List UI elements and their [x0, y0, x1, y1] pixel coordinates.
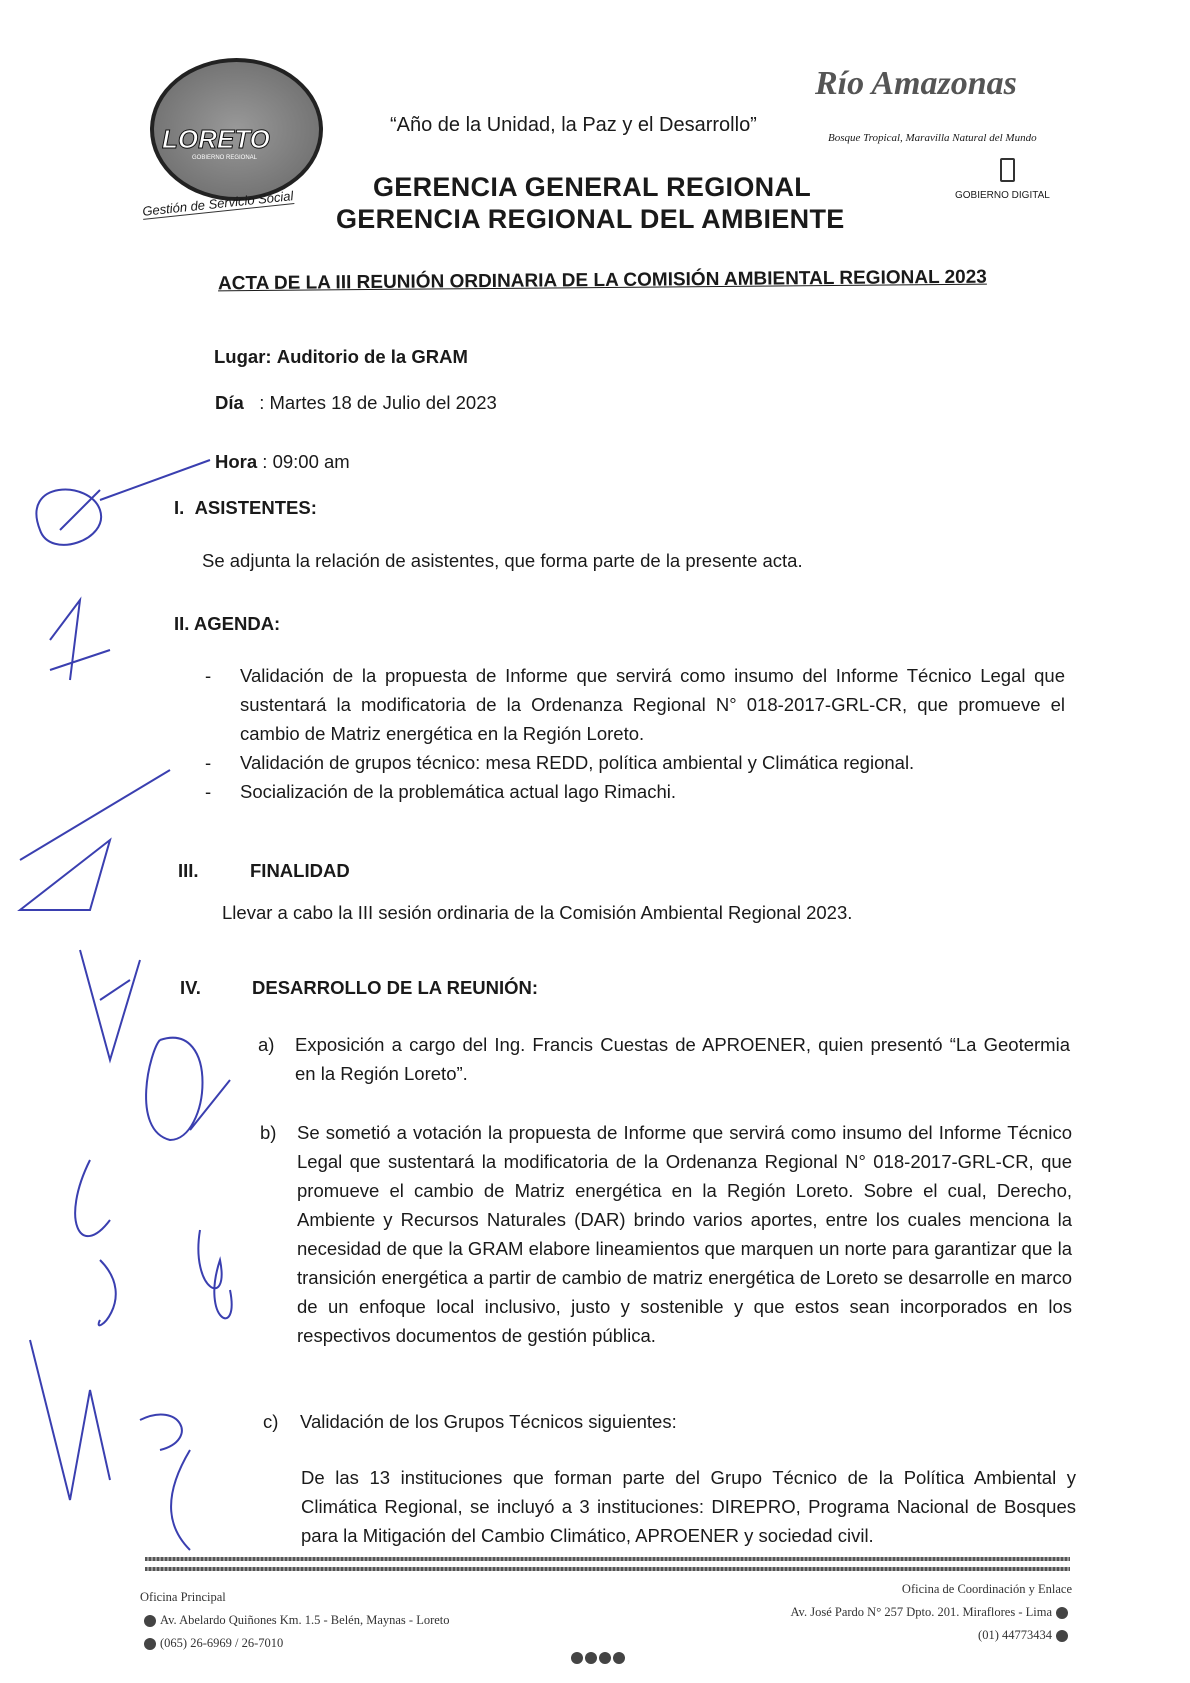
footer-rule-top [145, 1557, 1070, 1561]
lugar-label: Lugar: [214, 346, 272, 367]
handwritten-signatures [0, 440, 250, 1560]
phone-text: (01) 44773434 [978, 1628, 1052, 1642]
section-title: FINALIDAD [250, 860, 350, 881]
address-text: Av. José Pardo N° 257 Dpto. 201. Miraflores - Lima [790, 1605, 1052, 1619]
phone-icon [144, 1638, 156, 1650]
address-text: Av. Abelardo Quiñones Km. 1.5 - Belén, Maynas - Loreto [160, 1613, 450, 1627]
logo-tagline: Gestión de Servicio Social [141, 188, 295, 219]
loreto-logo-subtitle: GOBIERNO REGIONAL [192, 155, 258, 161]
gobierno-digital-badge: GOBIERNO DIGITAL [955, 190, 1050, 201]
agenda-list [205, 661, 1065, 806]
phone-text: (065) 26-6969 / 26-7010 [160, 1636, 284, 1650]
section-1-text: Se adjunta la relación de asistentes, que forma parte de la presente acta. [202, 550, 803, 571]
section-title: DESARROLLO DE LA REUNIÓN: [252, 977, 539, 998]
office-phone [790, 1624, 1072, 1647]
footer-rule-bottom [145, 1567, 1070, 1571]
agenda-item-text: Socialización de la problemática actual lago Rimachi. [240, 781, 677, 802]
location-pin-icon [144, 1615, 156, 1627]
office-address [140, 1609, 450, 1632]
youtube-icon[interactable] [613, 1652, 625, 1664]
agenda-item-text: Validación de grupos técnico: mesa REDD, política ambiental y Climática regional. [240, 752, 915, 773]
footer-left [140, 1586, 450, 1655]
section-title: ASISTENTES: [194, 497, 317, 518]
header-line-1: GERENCIA GENERAL REGIONAL [373, 172, 812, 202]
section-number: IV. [180, 977, 201, 998]
loreto-logo-text: LORETO [162, 124, 270, 154]
rio-amazonas-subtitle: Bosque Tropical, Maravilla Natural del Mundo [828, 132, 1037, 144]
meta-lugar [214, 342, 468, 371]
year-motto: “Año de la Unidad, la Paz y el Desarrollo” [390, 114, 757, 136]
phone-icon [1056, 1630, 1068, 1642]
item-c [263, 1407, 1075, 1436]
section-3-text: Llevar a cabo la III sesión ordinaria de la Comisión Ambiental Regional 2023. [222, 902, 853, 923]
rio-amazonas-logo: Río Amazonas [815, 65, 1017, 102]
social-icons [570, 1649, 626, 1667]
instagram-icon[interactable] [585, 1652, 597, 1664]
office-title: Oficina Principal [140, 1590, 226, 1604]
meta-dia [215, 388, 497, 417]
item-letter: b) [260, 1122, 277, 1143]
item-a [258, 1030, 1070, 1088]
agenda-item: - Validación de grupos técnico: mesa REDD, política ambiental y Climática regional. [205, 748, 1065, 777]
location-pin-icon [1056, 1607, 1068, 1619]
facebook-icon[interactable] [571, 1652, 583, 1664]
office-address [790, 1601, 1072, 1624]
document-title: ACTA DE LA III REUNIÓN ORDINARIA DE LA COMISIÓN AMBIENTAL REGIONAL 2023 [217, 266, 987, 295]
dia-label: Día [215, 392, 244, 413]
section-number: II. [174, 613, 190, 634]
section-title: AGENDA: [193, 613, 281, 634]
loreto-logo [150, 58, 323, 201]
office-phone [140, 1632, 450, 1655]
hora-value: : 09:00 am [262, 451, 350, 472]
phone-icon [1000, 158, 1015, 182]
office-title: Oficina de Coordinación y Enlace [901, 1582, 1072, 1596]
twitter-icon[interactable] [599, 1652, 611, 1664]
footer-right [790, 1578, 1072, 1647]
agenda-item-text: Validación de la propuesta de Informe que servirá como insumo del Informe Técnico Legal que sustentará la modificatoria de la Ordenanza Regional N° 018-2017-GRL-CR, que promueve el cambio de Matriz energética en la Región Loreto. [240, 665, 1065, 744]
hora-label: Hora [215, 451, 258, 472]
item-text: Exposición a cargo del Ing. Francis Cuestas de APROENER, quien presentó “La Geotermia en la Región Loreto”. [295, 1034, 1070, 1084]
item-b [260, 1118, 1072, 1350]
item-letter: a) [258, 1034, 275, 1055]
section-number: I. [174, 497, 185, 518]
agenda-item: - Validación de la propuesta de Informe que servirá como insumo del Informe Técnico Legal que sustentará la modificatoria de la Ordenanza Regional N° 018-2017-GRL-CR, que promueve el cambio de Matriz energética en la Región Loreto. [205, 661, 1065, 748]
dia-value: : Martes 18 de Julio del 2023 [259, 392, 497, 413]
lugar-value: Auditorio de la GRAM [276, 346, 468, 367]
item-text: Validación de los Grupos Técnicos siguientes: [300, 1411, 677, 1432]
section-number: III. [178, 860, 199, 881]
section-4-paragraph: De las 13 instituciones que forman parte del Grupo Técnico de la Política Ambiental y Climática Regional, se incluyó a 3 instituciones: DIREPRO, Programa Nacional de Bosques para la Mitigación del Cambio Climático, APROENER y sociedad civil. [301, 1467, 1076, 1546]
item-letter: c) [263, 1411, 279, 1432]
item-text: Se sometió a votación la propuesta de Informe que servirá como insumo del Informe Técnico Legal que sustentará la modificatoria de la Ordenanza Regional N° 018-2017-GRL-CR, que promueve el cambio de Matriz energética en la Región Loreto. Sobre el cual, Derecho, Ambiente y Recursos Naturales (DAR) brindo varios aportes, entre los cuales menciona la necesidad de que la GRAM elabore lineamientos que marquen un norte para garantizar que la transición energética a partir de cambio de matriz energética de Loreto se desarrolle en marco de un enfoque local inclusivo, justo y sostenible y que estos sean incorporados en los respectivos documentos de gestión pública. [297, 1122, 1072, 1346]
agenda-item: - Socialización de la problemática actual lago Rimachi. [205, 777, 1065, 806]
header-line-2: GERENCIA REGIONAL DEL AMBIENTE [336, 204, 845, 234]
